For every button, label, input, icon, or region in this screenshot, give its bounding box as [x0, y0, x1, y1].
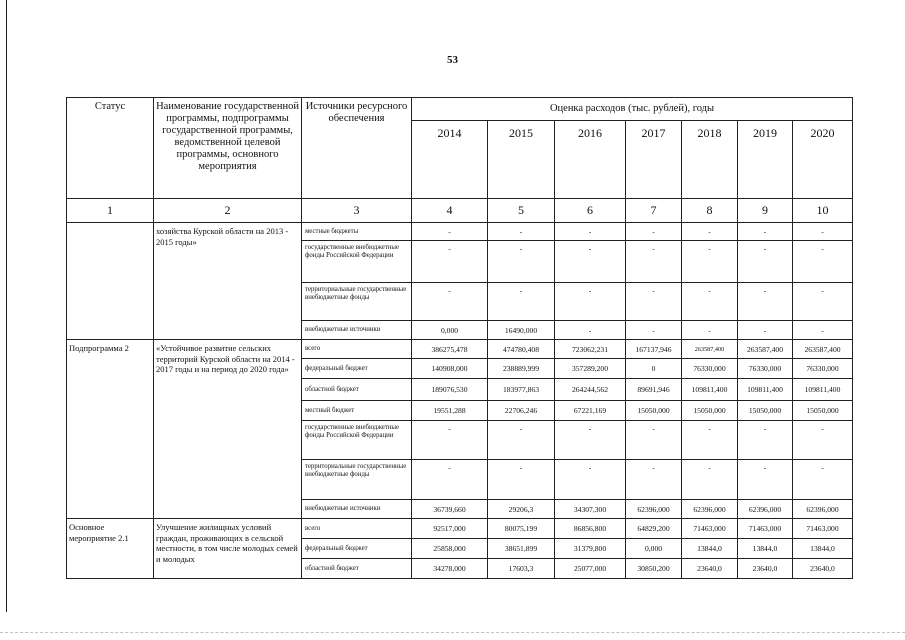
value-cell: 80075,199: [488, 519, 555, 539]
header-estimate: Оценка расходов (тыс. рублей), годы: [412, 98, 853, 121]
value-cell: -: [626, 283, 682, 321]
value-cell: -: [682, 223, 738, 241]
value-cell: -: [682, 321, 738, 340]
value-cell: -: [626, 460, 682, 500]
column-index: 5: [488, 199, 555, 223]
value-cell: -: [555, 321, 626, 340]
source-cell: государственные внебюджетные фонды Российской Федерации: [302, 241, 412, 283]
value-cell: 25077,000: [555, 559, 626, 579]
value-cell: 25858,000: [412, 539, 488, 559]
value-cell: 167137,946: [626, 340, 682, 359]
source-cell: территориальные государственные внебюджетные фонды: [302, 460, 412, 500]
column-index: 1: [67, 199, 154, 223]
value-cell: 30850,200: [626, 559, 682, 579]
value-cell: -: [555, 421, 626, 460]
value-cell: -: [682, 460, 738, 500]
value-cell: -: [682, 283, 738, 321]
value-cell: 238889,999: [488, 359, 555, 379]
source-cell: территориальные государственные внебюджетные фонды: [302, 283, 412, 321]
value-cell: 22706,246: [488, 401, 555, 421]
year-2016: 2016: [555, 121, 626, 199]
source-cell: местный бюджет: [302, 401, 412, 421]
value-cell: -: [793, 223, 853, 241]
budget-table: [66, 97, 853, 579]
column-index: 4: [412, 199, 488, 223]
value-cell: 76330,000: [793, 359, 853, 379]
value-cell: 15050,000: [738, 401, 793, 421]
value-cell: -: [738, 223, 793, 241]
value-cell: -: [682, 421, 738, 460]
page-edge-line: [6, 0, 7, 612]
value-cell: -: [738, 321, 793, 340]
value-cell: 62396,000: [626, 500, 682, 519]
value-cell: 386275,478: [412, 340, 488, 359]
column-index: 6: [555, 199, 626, 223]
value-cell: -: [793, 241, 853, 283]
value-cell: 62396,000: [793, 500, 853, 519]
value-cell: -: [488, 421, 555, 460]
value-cell: -: [555, 460, 626, 500]
value-cell: 0,000: [626, 539, 682, 559]
column-index-row: [67, 199, 853, 223]
value-cell: -: [412, 421, 488, 460]
value-cell: 109811,400: [793, 379, 853, 401]
value-cell: 189076,530: [412, 379, 488, 401]
column-index: 10: [793, 199, 853, 223]
value-cell: -: [793, 321, 853, 340]
value-cell: 62396,000: [738, 500, 793, 519]
value-cell: 13844,0: [793, 539, 853, 559]
year-2020: 2020: [793, 121, 853, 199]
value-cell: 71463,000: [682, 519, 738, 539]
value-cell: -: [488, 283, 555, 321]
value-cell: -: [488, 460, 555, 500]
value-cell: -: [412, 283, 488, 321]
source-cell: местные бюджеты: [302, 223, 412, 241]
value-cell: -: [626, 321, 682, 340]
value-cell: -: [626, 421, 682, 460]
source-cell: всего: [302, 340, 412, 359]
value-cell: -: [555, 241, 626, 283]
value-cell: 15050,000: [682, 401, 738, 421]
status-cell: Основное мероприятие 2.1: [67, 519, 154, 579]
year-2019: 2019: [738, 121, 793, 199]
value-cell: 23640,0: [793, 559, 853, 579]
value-cell: -: [738, 460, 793, 500]
column-index: 8: [682, 199, 738, 223]
value-cell: -: [555, 223, 626, 241]
table-row: [67, 519, 853, 539]
value-cell: 64829,200: [626, 519, 682, 539]
value-cell: -: [793, 460, 853, 500]
value-cell: 62396,000: [682, 500, 738, 519]
header-sources: Источники ресурсного обеспечения: [302, 98, 412, 199]
value-cell: 76330,000: [738, 359, 793, 379]
value-cell: -: [412, 241, 488, 283]
column-index: 2: [154, 199, 302, 223]
value-cell: 109811,400: [682, 379, 738, 401]
header-program-name: Наименование государственной программы, подпрограммы государственной программы, ведомственной целевой программы, основного мероприятия: [154, 98, 302, 199]
year-2014: 2014: [412, 121, 488, 199]
value-cell: 183977,863: [488, 379, 555, 401]
value-cell: 15050,000: [793, 401, 853, 421]
value-cell: -: [793, 283, 853, 321]
value-cell: -: [555, 283, 626, 321]
value-cell: 723062,231: [555, 340, 626, 359]
source-cell: всего: [302, 519, 412, 539]
value-cell: 92517,000: [412, 519, 488, 539]
value-cell: -: [412, 460, 488, 500]
column-index: 7: [626, 199, 682, 223]
source-cell: государственные внебюджетные фонды Российской Федерации: [302, 421, 412, 460]
value-cell: 71463,000: [738, 519, 793, 539]
value-cell: 23640,0: [682, 559, 738, 579]
value-cell: 86856,800: [555, 519, 626, 539]
source-cell: внебюджетные источники: [302, 321, 412, 340]
status-cell: [67, 223, 154, 340]
program-name-cell: Улучшение жилищных условий граждан, проживающих в сельской местности, в том числе молодых семей и молодых: [154, 519, 302, 579]
value-cell: 34278,000: [412, 559, 488, 579]
scan-artifact-line: [0, 632, 905, 634]
year-2017: 2017: [626, 121, 682, 199]
header-row: [67, 98, 853, 121]
value-cell: 0,000: [412, 321, 488, 340]
value-cell: 89691,946: [626, 379, 682, 401]
source-cell: внебюджетные источники: [302, 500, 412, 519]
value-cell: 76330,000: [682, 359, 738, 379]
value-cell: 16490,000: [488, 321, 555, 340]
value-cell: 17603,3: [488, 559, 555, 579]
source-cell: федеральный бюджет: [302, 539, 412, 559]
program-name-cell: хозяйства Курской области на 2013 - 2015 годы»: [154, 223, 302, 340]
value-cell: 23640,0: [738, 559, 793, 579]
source-cell: областной бюджет: [302, 379, 412, 401]
value-cell: -: [738, 421, 793, 460]
value-cell: 357289,200: [555, 359, 626, 379]
value-cell: 34307,300: [555, 500, 626, 519]
value-cell: -: [488, 241, 555, 283]
status-cell: Подпрограмма 2: [67, 340, 154, 519]
source-cell: федеральный бюджет: [302, 359, 412, 379]
value-cell: 15050,000: [626, 401, 682, 421]
value-cell: -: [738, 283, 793, 321]
value-cell: 19551,288: [412, 401, 488, 421]
value-cell: 109811,400: [738, 379, 793, 401]
value-cell: 29206,3: [488, 500, 555, 519]
source-cell: областной бюджет: [302, 559, 412, 579]
value-cell: 67221,169: [555, 401, 626, 421]
column-index: 3: [302, 199, 412, 223]
value-cell: 263587,400: [793, 340, 853, 359]
value-cell: -: [626, 223, 682, 241]
value-cell: -: [793, 421, 853, 460]
value-cell: 36739,660: [412, 500, 488, 519]
year-2018: 2018: [682, 121, 738, 199]
value-cell: 263587,400: [682, 340, 738, 359]
value-cell: 71463,000: [793, 519, 853, 539]
table-row: [67, 340, 853, 359]
value-cell: 0: [626, 359, 682, 379]
value-cell: 31379,800: [555, 539, 626, 559]
value-cell: 13844,0: [738, 539, 793, 559]
column-index: 9: [738, 199, 793, 223]
value-cell: 264244,562: [555, 379, 626, 401]
page-number: 53: [447, 54, 458, 66]
value-cell: -: [412, 223, 488, 241]
year-2015: 2015: [488, 121, 555, 199]
value-cell: 13844,0: [682, 539, 738, 559]
value-cell: 38651,899: [488, 539, 555, 559]
header-status: Статус: [67, 98, 154, 199]
program-name-cell: «Устойчивое развитие сельских территорий Курской области на 2014 - 2017 годы и на период до 2020 года»: [154, 340, 302, 519]
value-cell: -: [738, 241, 793, 283]
value-cell: 140908,000: [412, 359, 488, 379]
value-cell: 263587,400: [738, 340, 793, 359]
value-cell: -: [682, 241, 738, 283]
value-cell: -: [626, 241, 682, 283]
table-row: [67, 223, 853, 241]
value-cell: -: [488, 223, 555, 241]
value-cell: 474780,408: [488, 340, 555, 359]
